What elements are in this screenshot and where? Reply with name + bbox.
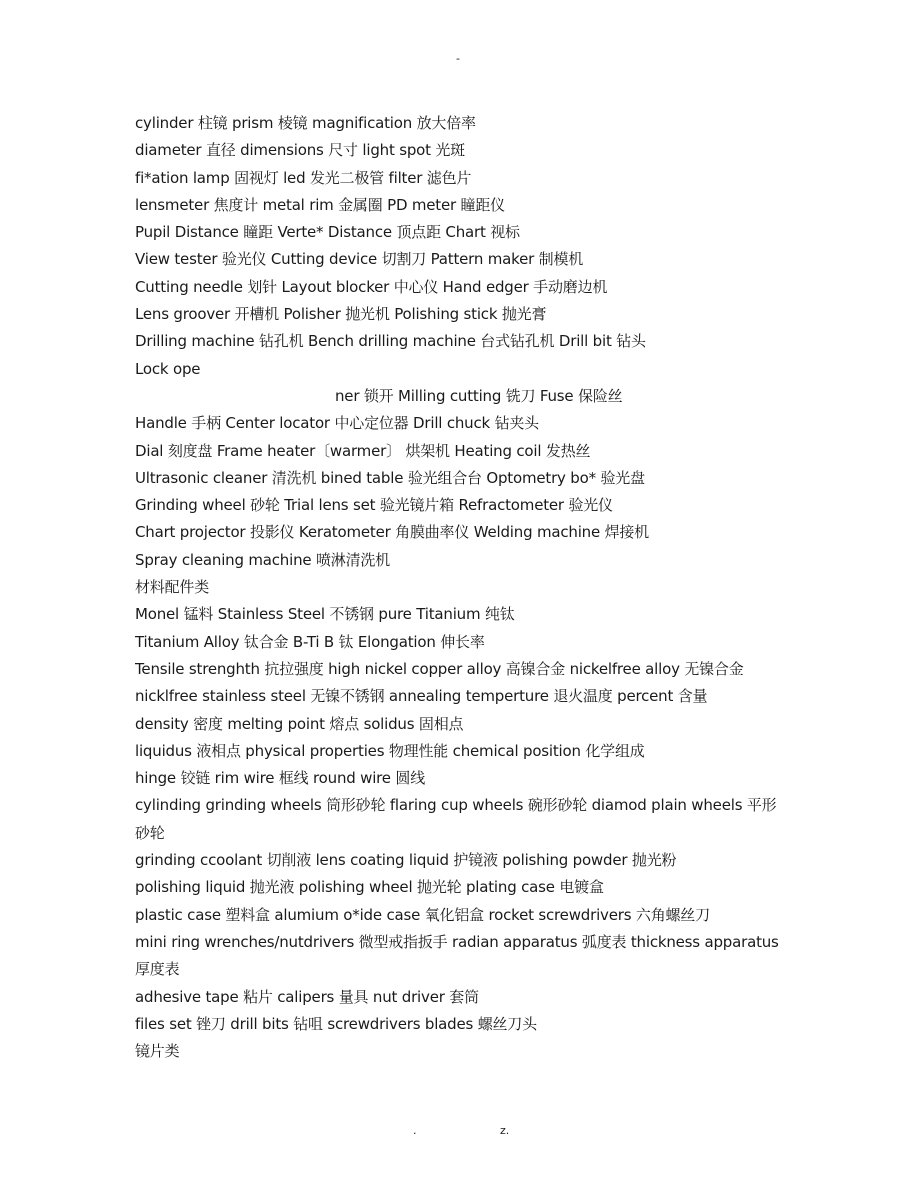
section-heading-lenses: 镜片类: [135, 1042, 180, 1061]
text-line: cylinder 柱镜 prism 棱镜 magnification 放大倍率: [135, 114, 476, 132]
text-line: polishing liquid 抛光液 polishing wheel 抛光轮 plating case 电镀盒: [135, 878, 604, 897]
text-line: Grinding wheel 砂轮 Trial lens set 验光镜片箱 Refractometer 验光仪: [135, 496, 613, 515]
text-line: liquidus 液相点 physical properties 物理性能 chemical position 化学组成: [135, 741, 645, 760]
footer-right-mark: z.: [500, 1124, 510, 1137]
text-line: files set 锉刀 drill bits 钻咀 screwdrivers blades 螺丝刀头: [135, 1014, 537, 1033]
text-line: Dial 刻度盘 Frame heater〔warmer〕 烘架机 Heating coil 发热丝: [135, 441, 591, 460]
text-line: Ultrasonic cleaner 清洗机 bined table 验光组合台 Optometry bo* 验光盘: [135, 468, 645, 487]
text-line: density 密度 melting point 熔点 solidus 固相点: [135, 714, 464, 733]
text-line: cylinding grinding wheels 筒形砂轮 flaring cup wheels 碗形砂轮 diamod plain wheels 平形: [135, 796, 777, 815]
text-line: adhesive tape 粘片 calipers 量具 nut driver 套筒: [135, 987, 479, 1006]
text-line-continued: ner 锁开 Milling cutting 铣刀 Fuse 保险丝: [335, 386, 623, 405]
text-line: mini ring wrenches/nutdrivers 微型戒指扳手 radian apparatus 弧度表 thickness apparatus: [135, 932, 779, 951]
text-line: Monel 锰料 Stainless Steel 不锈钢 pure Titanium 纯钛: [135, 605, 515, 624]
text-line: View tester 验光仪 Cutting device 切割刀 Pattern maker 制模机: [135, 250, 584, 269]
text-line: diameter 直径 dimensions 尺寸 light spot 光斑: [135, 141, 465, 160]
text-line: grinding ccoolant 切削液 lens coating liquid 护镜液 polishing powder 抛光粉: [135, 851, 677, 870]
text-line: lensmeter 焦度计 metal rim 金属圈 PD meter 瞳距仪: [135, 195, 505, 214]
text-line: fi*ation lamp 固视灯 led 发光二极管 filter 滤色片: [135, 168, 472, 187]
text-line: Pupil Distance 瞳距 Verte* Distance 顶点距 Chart 视标: [135, 223, 520, 242]
text-line: Titanium Alloy 钛合金 B-Ti B 钛 Elongation 伸长率: [135, 632, 485, 651]
text-line: Chart projector 投影仪 Keratometer 角膜曲率仪 Welding machine 焊接机: [135, 523, 649, 542]
text-line: Handle 手柄 Center locator 中心定位器 Drill chuck 钻夹头: [135, 414, 539, 433]
text-line: Tensile strenghth 抗拉强度 high nickel copper alloy 高镍合金 nickelfree alloy 无镍合金: [135, 659, 744, 678]
text-line: 砂轮: [135, 823, 165, 842]
document-body: [135, 110, 785, 1065]
text-line: hinge 铰链 rim wire 框线 round wire 圆线: [135, 769, 426, 788]
text-line: Spray cleaning machine 喷淋清洗机: [135, 550, 390, 569]
text-line: Lens groover 开槽机 Polisher 抛光机 Polishing stick 抛光膏: [135, 305, 547, 324]
text-line: Cutting needle 划针 Layout blocker 中心仪 Hand edger 手动磨边机: [135, 277, 608, 296]
text-line: nicklfree stainless steel 无镍不锈钢 annealing temperture 退火温度 percent 含量: [135, 687, 708, 706]
page-header-mark: -: [456, 52, 460, 65]
text-line: plastic case 塑料盒 alumium o*ide case 氧化铝盒 rocket screwdrivers 六角螺丝刀: [135, 905, 710, 924]
section-heading-materials: 材料配件类: [135, 578, 210, 597]
text-line: 厚度表: [135, 960, 180, 979]
text-line: Lock ope: [135, 359, 201, 378]
text-line: Drilling machine 钻孔机 Bench drilling machine 台式钻孔机 Drill bit 钻头: [135, 332, 646, 351]
footer-left-mark: .: [413, 1124, 417, 1137]
